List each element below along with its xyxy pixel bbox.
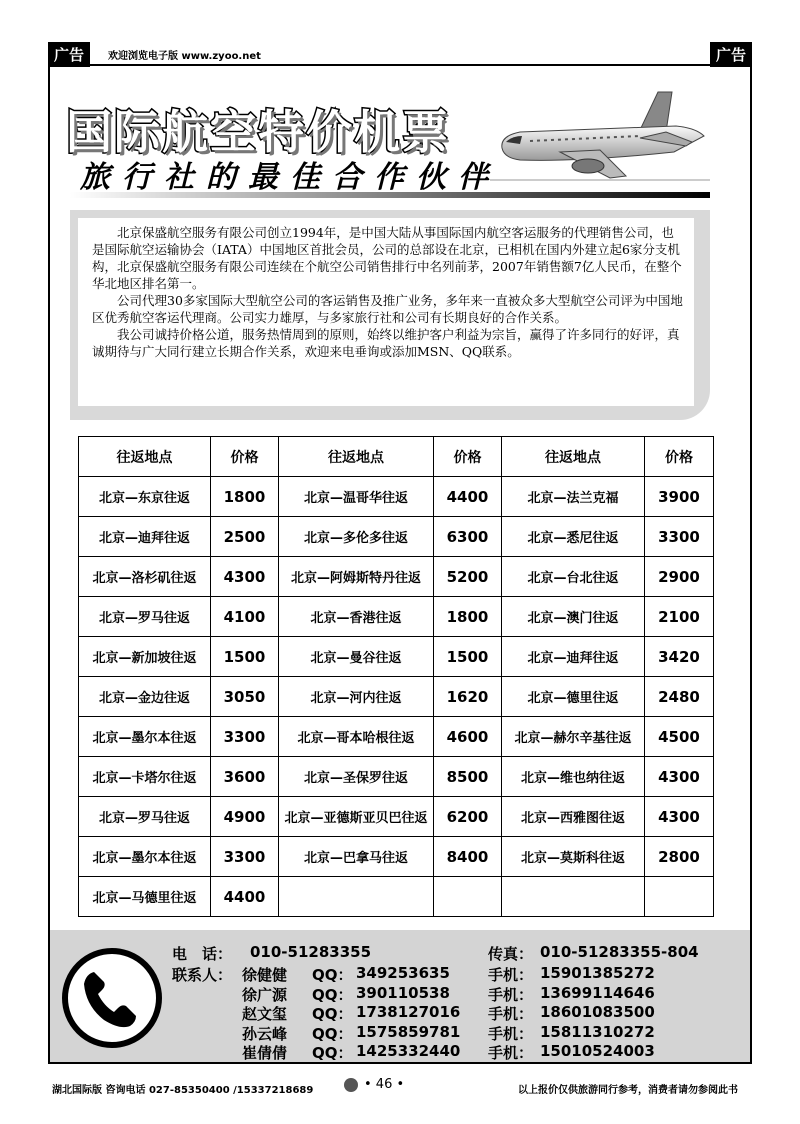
route-cell: 北京—新加坡往返 <box>79 637 211 677</box>
site-url: 欢迎浏览电子版 www.zyoo.net <box>108 51 261 62</box>
route-cell: 北京—罗马往返 <box>79 797 211 837</box>
route-cell: 北京—亚德斯亚贝巴往返 <box>279 797 434 837</box>
route-cell: 北京—维也纳往返 <box>502 757 645 797</box>
price-cell: 3300 <box>211 717 279 757</box>
price-cell: 1500 <box>434 637 502 677</box>
price-cell: 8400 <box>434 837 502 877</box>
qq-label: QQ： <box>312 1005 353 1023</box>
main-title: 国际航空特价机票 <box>66 105 450 159</box>
sub-title: 旅行社的最佳合作伙伴 <box>80 160 500 195</box>
qq-number: 1738127016 <box>356 1003 461 1021</box>
qq-number: 1425332440 <box>356 1042 461 1060</box>
qq-label: QQ： <box>312 1044 353 1062</box>
page-number: • 46 • <box>364 1077 405 1092</box>
price-cell: 1800 <box>434 597 502 637</box>
price-cell: 1800 <box>211 477 279 517</box>
table-row <box>79 597 714 637</box>
fax-label: 传真： <box>488 945 534 963</box>
logo-icon <box>344 1078 358 1092</box>
route-cell: 北京—金边往返 <box>79 677 211 717</box>
price-cell: 3900 <box>645 477 714 517</box>
mobile-number: 15901385272 <box>540 964 655 982</box>
qq-label: QQ： <box>312 1024 353 1043</box>
route-cell <box>279 877 434 917</box>
route-cell: 北京—香港往返 <box>279 597 434 637</box>
price-cell: 4300 <box>645 757 714 797</box>
price-cell: 3300 <box>645 517 714 557</box>
fax-number: 010-51283355-804 <box>540 943 699 961</box>
route-cell: 北京—莫斯科往返 <box>502 837 645 877</box>
price-cell: 2480 <box>645 677 714 717</box>
route-cell: 北京—罗马往返 <box>79 597 211 637</box>
ad-label-right: 广告 <box>710 42 752 67</box>
table-row <box>79 517 714 557</box>
price-cell: 4400 <box>211 877 279 917</box>
table-row <box>79 477 714 517</box>
ad-label-left: 广告 <box>48 42 90 67</box>
price-cell: 4100 <box>211 597 279 637</box>
table-row <box>79 797 714 837</box>
tel-label: 电 话： <box>172 945 233 963</box>
table-row <box>79 637 714 677</box>
price-cell: 4300 <box>211 557 279 597</box>
header-price-2: 价格 <box>434 437 502 477</box>
route-cell: 北京—圣保罗往返 <box>279 757 434 797</box>
price-cell: 1620 <box>434 677 502 717</box>
intro-text <box>78 218 694 406</box>
phone-icon <box>68 954 156 1042</box>
qq-label: QQ： <box>312 985 353 1004</box>
price-cell: 2800 <box>645 837 714 877</box>
qq-number: 1575859781 <box>356 1022 461 1041</box>
price-cell: 4300 <box>645 797 714 837</box>
mobile-number: 13699114646 <box>540 983 655 1002</box>
qq-number: 390110538 <box>356 983 450 1002</box>
route-cell: 北京—墨尔本往返 <box>79 717 211 757</box>
header-route-2: 往返地点 <box>279 437 434 477</box>
price-cell: 4600 <box>434 717 502 757</box>
price-cell: 4900 <box>211 797 279 837</box>
contact-name: 孙云峰 <box>242 1024 288 1043</box>
header-price-3: 价格 <box>645 437 714 477</box>
price-cell: 2100 <box>645 597 714 637</box>
route-cell: 北京—温哥华往返 <box>279 477 434 517</box>
header-price-1: 价格 <box>211 437 279 477</box>
route-cell: 北京—河内往返 <box>279 677 434 717</box>
price-cell: 6200 <box>434 797 502 837</box>
route-cell: 北京—赫尔辛基往返 <box>502 717 645 757</box>
table-header-row <box>79 437 714 477</box>
price-cell: 4400 <box>434 477 502 517</box>
mobile-label: 手机： <box>488 1024 534 1043</box>
route-cell: 北京—巴拿马往返 <box>279 837 434 877</box>
price-cell: 3420 <box>645 637 714 677</box>
qq-number: 349253635 <box>356 964 450 982</box>
price-cell: 2500 <box>211 517 279 557</box>
route-cell: 北京—悉尼往返 <box>502 517 645 557</box>
route-cell: 北京—曼谷往返 <box>279 637 434 677</box>
header-route-3: 往返地点 <box>502 437 645 477</box>
mobile-label: 手机： <box>488 1005 534 1023</box>
route-cell: 北京—阿姆斯特丹往返 <box>279 557 434 597</box>
intro-paragraph-1: 北京保盛航空服务有限公司创立1994年，是中国大陆从事国际国内航空客运服务的代理销售公司，也是国际航空运输协会（IATA）中国地区首批会员，公司的总部设在北京，已相机在国内外建立起6家分支机构，北京保盛航空服务有限公司连续在个航空公司销售排行中名列前茅，2007年销售额7亿人民币，在整个华北地区排名第一。 <box>92 225 682 291</box>
mobile-label: 手机： <box>488 1044 534 1062</box>
route-cell: 北京—哥本哈根往返 <box>279 717 434 757</box>
route-cell: 北京—法兰克福 <box>502 477 645 517</box>
mobile-number: 18601083500 <box>540 1003 655 1021</box>
contact-name: 徐健健 <box>242 966 288 984</box>
intro-paragraph-3: 我公司诚持价格公道，服务热情周到的原则，始终以维护客户利益为宗旨，赢得了许多同行的好评，真诚期待与广大同行建立长期合作关系，欢迎来电垂询或添加MSN、QQ联系。 <box>92 327 680 359</box>
route-cell: 北京—东京往返 <box>79 477 211 517</box>
route-cell: 北京—西雅图往返 <box>502 797 645 837</box>
route-cell: 北京—洛杉矶往返 <box>79 557 211 597</box>
table-row <box>79 557 714 597</box>
contact-name: 徐广源 <box>242 985 288 1004</box>
table-row <box>79 757 714 797</box>
route-cell: 北京—马德里往返 <box>79 877 211 917</box>
table-row <box>79 717 714 757</box>
table-row <box>79 877 714 917</box>
table-row <box>79 677 714 717</box>
tel-number: 010-51283355 <box>250 943 372 961</box>
intro-paragraph-2: 公司代理30多家国际大型航空公司的客运销售及推广业务，多年来一直被众多大型航空公司评为中国地区优秀航空客运代理商。公司实力雄厚，与多家旅行社和公司有长期良好的合作关系。 <box>92 293 683 325</box>
intro-box <box>70 210 710 420</box>
mobile-label: 手机： <box>488 966 534 984</box>
airplane-icon <box>490 86 710 182</box>
mobile-number: 15010524003 <box>540 1042 655 1060</box>
price-cell: 3600 <box>211 757 279 797</box>
mobile-number: 15811310272 <box>540 1022 655 1041</box>
table-row <box>79 837 714 877</box>
footer-left: 湖北国际版 咨询电话 027-85350400 /15337218689 <box>52 1085 314 1096</box>
phone-badge <box>62 948 162 1048</box>
route-cell: 北京—澳门往返 <box>502 597 645 637</box>
route-cell: 北京—德里往返 <box>502 677 645 717</box>
mobile-label: 手机： <box>488 985 534 1004</box>
fare-table <box>78 436 714 917</box>
route-cell: 北京—卡塔尔往返 <box>79 757 211 797</box>
contact-name: 赵文玺 <box>242 1005 288 1023</box>
price-cell <box>434 877 502 917</box>
price-cell: 4500 <box>645 717 714 757</box>
price-cell: 2900 <box>645 557 714 597</box>
price-cell: 3050 <box>211 677 279 717</box>
contact-person-label: 联系人： <box>172 966 233 984</box>
qq-label: QQ： <box>312 966 353 984</box>
price-cell: 6300 <box>434 517 502 557</box>
price-cell: 5200 <box>434 557 502 597</box>
route-cell: 北京—多伦多往返 <box>279 517 434 557</box>
price-cell <box>645 877 714 917</box>
header-route-1: 往返地点 <box>79 437 211 477</box>
price-cell: 3300 <box>211 837 279 877</box>
footer-right: 以上报价仅供旅游同行参考，消费者请勿参阅此书 <box>518 1085 738 1096</box>
route-cell: 北京—迪拜往返 <box>79 517 211 557</box>
route-cell: 北京—迪拜往返 <box>502 637 645 677</box>
contact-name: 崔倩倩 <box>242 1044 288 1062</box>
route-cell <box>502 877 645 917</box>
price-cell: 8500 <box>434 757 502 797</box>
price-cell: 1500 <box>211 637 279 677</box>
route-cell: 北京—台北往返 <box>502 557 645 597</box>
route-cell: 北京—墨尔本往返 <box>79 837 211 877</box>
